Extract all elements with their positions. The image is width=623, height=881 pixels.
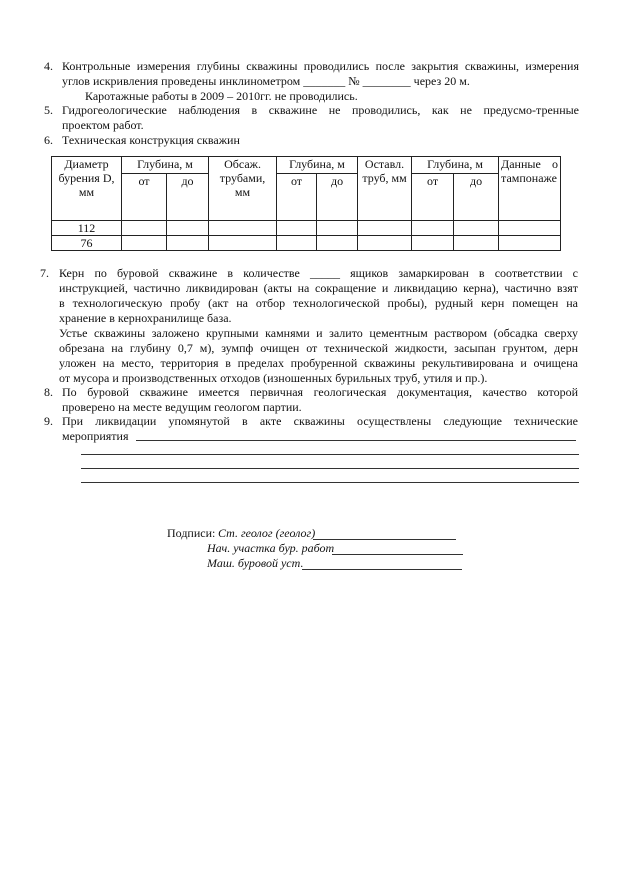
- item-9-line-1: При ликвидации упомянутой в акте скважины осуществлены следующие технические: [62, 414, 578, 428]
- signature-section-head-line[interactable]: [332, 554, 463, 555]
- item-9-fill-line[interactable]: [81, 454, 579, 455]
- header-depth-3: Глубина, м: [412, 157, 499, 174]
- item-4-line-1: Контрольные измерения глубины скважины проводились после закрытия скважины, измерения: [62, 59, 579, 73]
- item-5-number: 5.: [44, 103, 53, 117]
- header-from-1: от: [122, 174, 167, 221]
- header-to-1: до: [167, 174, 209, 221]
- header-to-2: до: [317, 174, 358, 221]
- item-7-line-3: в технологическую пробу (акт на отбор технологической пробы), рудный керн помещен на: [59, 296, 578, 310]
- diameter-cell: 76: [52, 236, 122, 251]
- well-construction-table: [51, 156, 561, 251]
- item-4-line-2: углов искривления проведены инклинометром _______ № ________ через 20 м.: [62, 74, 470, 88]
- header-plugging: Данные о тампонаже: [499, 157, 561, 221]
- header-depth-1: Глубина, м: [122, 157, 209, 174]
- header-casing: Обсаж. трубами, мм: [209, 157, 277, 221]
- item-9-fill-line[interactable]: [81, 468, 579, 469]
- item-7-number: 7.: [40, 266, 49, 280]
- item-9-number: 9.: [44, 414, 53, 428]
- header-from-2: от: [277, 174, 317, 221]
- item-7-line-4: хранение в кернохранилище база.: [59, 311, 232, 325]
- item-7-line-1: Керн по буровой скважине в количестве _____ ящиков замаркирован в соответствии с: [59, 266, 578, 280]
- header-diameter: Диаметр бурения D, мм: [52, 157, 122, 221]
- item-8-line-1: По буровой скважине имеется первичная геологическая документация, качество которой: [62, 385, 578, 399]
- table-row: [52, 236, 561, 251]
- signature-geologist-label: Ст. геолог (геолог): [218, 526, 316, 540]
- item-6-number: 6.: [44, 133, 53, 147]
- signature-section-head-label: Нач. участка бур. работ: [207, 541, 335, 555]
- item-8-number: 8.: [44, 385, 53, 399]
- item-9-fill-line[interactable]: [81, 482, 579, 483]
- header-left-pipes: Оставл. труб, мм: [358, 157, 412, 221]
- item-9-fill-line[interactable]: [136, 440, 576, 441]
- signature-geologist-line[interactable]: [313, 539, 456, 540]
- signatures-label: Подписи:: [167, 526, 216, 540]
- signature-rig-operator-label: Маш. буровой уст.: [207, 556, 304, 570]
- item-5-line-2: проектом работ.: [62, 118, 144, 132]
- item-4-number: 4.: [44, 59, 53, 73]
- item-7-line-7: уложен на место, территория в пределах пробуренной скважины рекультивирована и очищена: [59, 356, 578, 370]
- item-8-line-2: проверено на месте ведущим геологом партии.: [62, 400, 302, 414]
- table-row: [52, 221, 561, 236]
- item-9-line-2: мероприятия: [62, 429, 129, 443]
- signature-rig-operator-line[interactable]: [302, 569, 462, 570]
- item-6-line-1: Техническая конструкция скважин: [62, 133, 240, 147]
- item-5-line-1: Гидрогеологические наблюдения в скважине не проводились, как не предусмо-тренные: [62, 103, 579, 117]
- header-from-3: от: [412, 174, 454, 221]
- diameter-cell: 112: [52, 221, 122, 236]
- header-to-3: до: [454, 174, 499, 221]
- item-7-line-2: инструкцией, частично ликвидирован (акты на сокращение и ликвидацию керна), частично взят: [59, 281, 578, 295]
- item-4-line-3: Каротажные работы в 2009 – 2010гг. не проводились.: [85, 89, 358, 103]
- item-7-line-8: от мусора и производственных отходов (изношенных бурильных труб, утиля и пр.).: [59, 371, 488, 385]
- item-7-line-6: обрезана на глубину 0,7 м), зумпф очищен от технической жидкости, засыпан грунтом, дерн: [59, 341, 578, 355]
- item-7-line-5: Устье скважины заложено крупными камнями и залито цементным раствором (обсадка сверху: [59, 326, 578, 340]
- header-depth-2: Глубина, м: [277, 157, 358, 174]
